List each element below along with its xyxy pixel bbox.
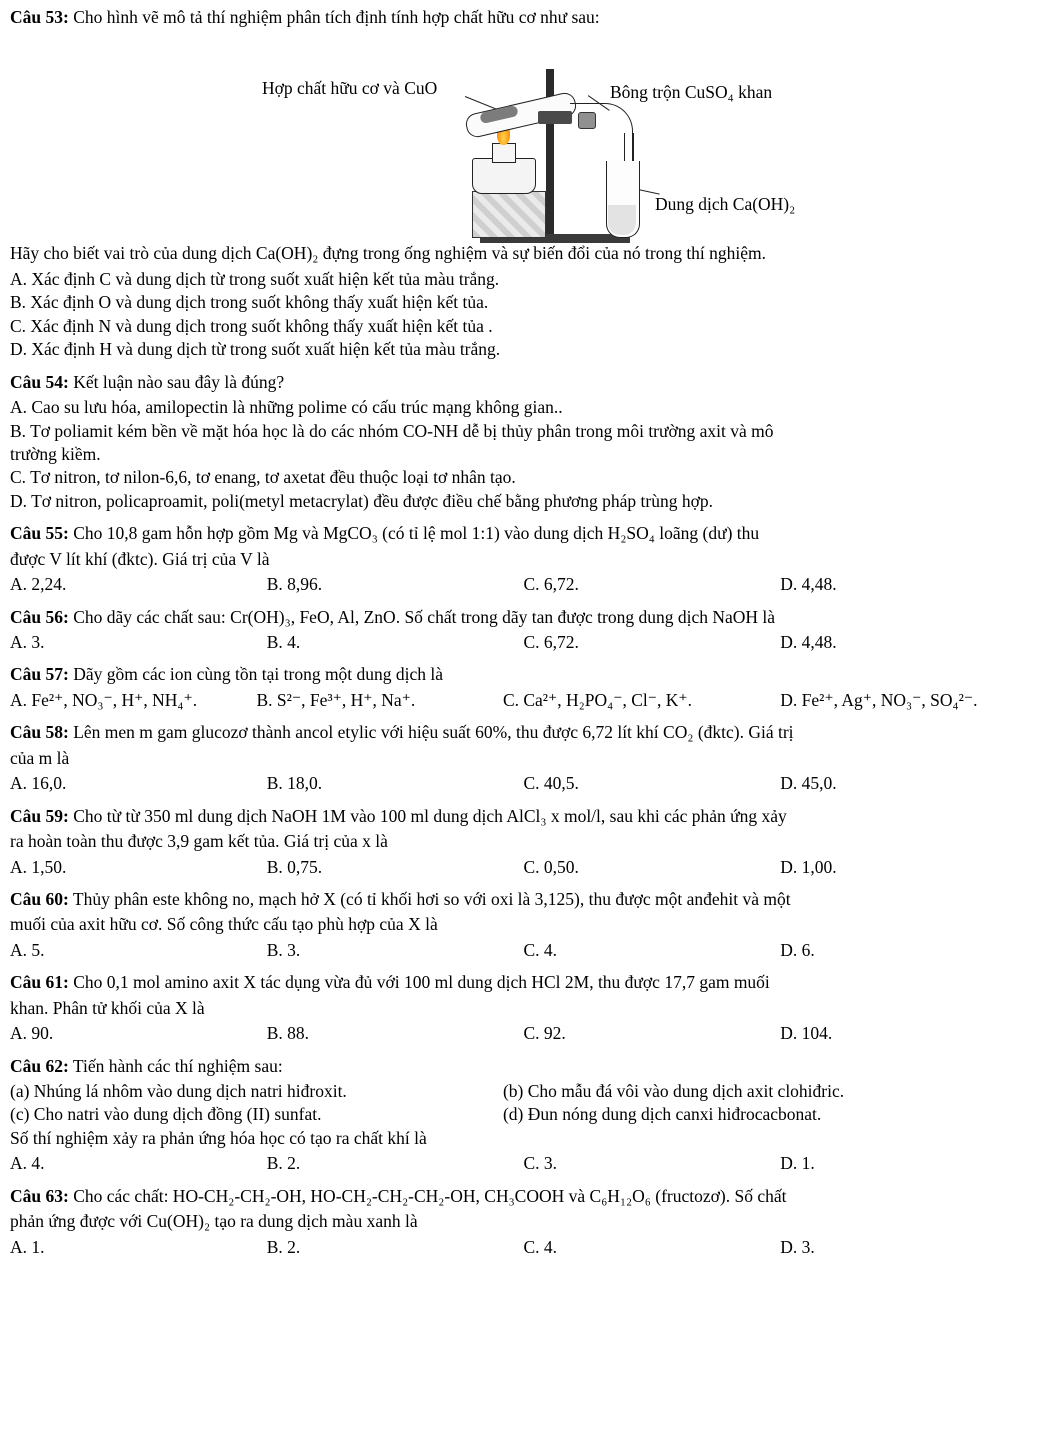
alcohol-burner bbox=[472, 158, 536, 194]
question-54-label: Câu 54: bbox=[10, 371, 69, 392]
question-58-label: Câu 58: bbox=[10, 722, 69, 743]
sub-item-a: (a) Nhúng lá nhôm vào dung dịch natri hiđroxit. bbox=[10, 1081, 347, 1101]
question-62-stem-text: Tiến hành các thí nghiệm sau: bbox=[72, 1055, 283, 1076]
option-a[interactable]: A. 90. bbox=[10, 1023, 54, 1044]
question-62-options bbox=[10, 1152, 1037, 1175]
question-62-stem-end: Số thí nghiệm xảy ra phản ứng hóa học có tạo ra chất khí là bbox=[10, 1127, 427, 1148]
question-58 bbox=[10, 721, 1037, 795]
question-60-stem-line2: muối của axit hữu cơ. Số công thức cấu tạo phù hợp của X là bbox=[10, 914, 438, 935]
option-b[interactable]: B. 2. bbox=[266, 1153, 301, 1174]
question-56-label: Câu 56: bbox=[10, 606, 69, 627]
question-61 bbox=[10, 971, 1037, 1045]
question-56-stem-text: Cho dãy các chất sau: Cr(OH)₃, FeO, Al, ZnO. Số chất trong dãy tan được trong dung dịch NaOH là bbox=[73, 606, 776, 627]
sub-item-b: (b) Cho mẫu đá vôi vào dung dịch axit clohiđric. bbox=[502, 1081, 845, 1101]
option-a[interactable]: A. 16,0. bbox=[10, 773, 67, 794]
question-59-options bbox=[10, 856, 1037, 879]
question-60-label: Câu 60: bbox=[10, 888, 69, 909]
question-57-stem-text: Dãy gồm các ion cùng tồn tại trong một dung dịch là bbox=[73, 664, 444, 685]
option-d[interactable]: D. 4,48. bbox=[780, 632, 837, 652]
question-57 bbox=[10, 663, 1037, 712]
option-b[interactable]: B. 4. bbox=[266, 632, 301, 652]
test-tube-liquid bbox=[608, 205, 636, 235]
question-62-stem bbox=[10, 1055, 1037, 1078]
question-62 bbox=[10, 1055, 1037, 1176]
option-a[interactable]: A. Cao su lưu hóa, amilopectin là những polime có cấu trúc mạng không gian.. bbox=[10, 397, 563, 418]
figure-label-right: Bông trộn CuSO₄ khan bbox=[610, 82, 773, 103]
option-b[interactable]: B. 3. bbox=[266, 939, 301, 960]
question-63-options bbox=[10, 1236, 1037, 1259]
pointer-line-bottom bbox=[638, 189, 660, 195]
option-d[interactable]: D. Tơ nitron, policaproamit, poli(metyl metacrylat) đều được điều chế bằng phương pháp trùng hợp. bbox=[10, 490, 713, 511]
sub-item-c: (c) Cho natri vào dung dịch đồng (II) sunfat. bbox=[10, 1104, 322, 1125]
question-59-label: Câu 59: bbox=[10, 805, 69, 826]
option-a[interactable]: A. 4. bbox=[10, 1153, 45, 1174]
sub-item-d: (d) Đun nóng dung dịch canxi hiđrocacbonat. bbox=[502, 1104, 822, 1125]
option-a[interactable]: A. 5. bbox=[10, 939, 45, 960]
figure-label-left: Hợp chất hữu cơ và CuO bbox=[262, 78, 438, 99]
question-63-stem bbox=[10, 1185, 1037, 1208]
option-b[interactable]: B. 18,0. bbox=[266, 773, 323, 794]
option-d[interactable]: D. 104. bbox=[780, 1023, 833, 1044]
question-61-stem-line2: khan. Phân tử khối của X là bbox=[10, 997, 205, 1018]
burner-neck bbox=[492, 143, 516, 163]
option-a[interactable]: A. 1. bbox=[10, 1236, 45, 1257]
question-55-stem bbox=[10, 522, 1037, 545]
option-c[interactable]: C. 3. bbox=[523, 1153, 558, 1174]
question-53-stem-text: Cho hình vẽ mô tả thí nghiệm phân tích định tính hợp chất hữu cơ như sau: bbox=[73, 7, 600, 27]
question-55 bbox=[10, 522, 1037, 596]
option-c[interactable]: C. Ca²⁺, H₂PO₄⁻, Cl⁻, K⁺. bbox=[502, 689, 693, 710]
question-54-options bbox=[10, 396, 1037, 513]
option-b[interactable]: B. 0,75. bbox=[266, 856, 323, 877]
option-c[interactable]: C. 6,72. bbox=[523, 574, 579, 595]
option-a[interactable]: A. 2,24. bbox=[10, 574, 67, 595]
option-b[interactable]: B. 88. bbox=[266, 1023, 310, 1044]
question-57-options bbox=[10, 689, 1037, 712]
option-d[interactable]: D. 3. bbox=[780, 1236, 815, 1257]
option-d[interactable]: D. 1. bbox=[780, 1153, 815, 1174]
figure-label-calcium-solution: Dung dịch Ca(OH)₂ bbox=[655, 194, 796, 215]
question-58-options bbox=[10, 772, 1037, 795]
experiment-figure bbox=[10, 33, 1037, 238]
option-d[interactable]: D. 1,00. bbox=[780, 856, 837, 877]
question-58-stem-line1: Lên men m gam glucozơ thành ancol etylic với hiệu suất 60%, thu được 6,72 lít khí CO₂ (đktc). Giá trị bbox=[73, 722, 794, 743]
question-57-stem bbox=[10, 663, 1037, 686]
option-c[interactable]: C. 92. bbox=[523, 1023, 566, 1044]
option-b[interactable]: B. S²⁻, Fe³⁺, H⁺, Na⁺. bbox=[256, 689, 416, 710]
question-63 bbox=[10, 1185, 1037, 1259]
option-b[interactable]: B. 8,96. bbox=[266, 574, 323, 595]
question-63-label: Câu 63: bbox=[10, 1185, 69, 1206]
question-62-label: Câu 62: bbox=[10, 1055, 69, 1076]
question-53 bbox=[10, 6, 1037, 362]
question-55-options bbox=[10, 573, 1037, 596]
question-53-options bbox=[10, 268, 1037, 362]
clamp bbox=[538, 111, 572, 124]
question-63-stem-line1: Cho các chất: HO-CH₂-CH₂-OH, HO-CH₂-CH₂-CH₂-OH, CH₃COOH và C₆H₁₂O₆ (fructozơ). Số chất bbox=[73, 1185, 787, 1206]
option-b-cont: trường kiềm. bbox=[10, 443, 101, 464]
option-a[interactable]: A. Fe²⁺, NO₃⁻, H⁺, NH₄⁺. bbox=[10, 689, 198, 710]
question-58-stem-line2: của m là bbox=[10, 747, 70, 768]
question-54-stem bbox=[10, 371, 1037, 394]
option-d[interactable]: D. Fe²⁺, Ag⁺, NO₃⁻, SO₄²⁻. bbox=[780, 689, 978, 710]
option-d[interactable]: D. 45,0. bbox=[780, 773, 837, 794]
question-59-stem bbox=[10, 805, 1037, 828]
option-a[interactable]: A. 1,50. bbox=[10, 856, 67, 877]
question-56-stem bbox=[10, 606, 1037, 629]
question-61-label: Câu 61: bbox=[10, 972, 69, 993]
option-d[interactable]: D. 4,48. bbox=[780, 574, 837, 595]
question-57-label: Câu 57: bbox=[10, 664, 69, 685]
option-c[interactable]: C. Xác định N và dung dịch trong suốt không thấy xuất hiện kết tủa . bbox=[10, 315, 493, 336]
option-b[interactable]: B. Xác định O và dung dịch trong suốt không thấy xuất hiện kết tủa. bbox=[10, 292, 489, 313]
option-a[interactable]: A. Xác định C và dung dịch từ trong suốt xuất hiện kết tủa màu trắng. bbox=[10, 268, 500, 289]
option-a[interactable]: A. 3. bbox=[10, 632, 45, 652]
question-55-label: Câu 55: bbox=[10, 523, 69, 544]
question-54-stem-text: Kết luận nào sau đây là đúng? bbox=[73, 371, 285, 392]
option-b[interactable]: B. Tơ poliamit kém bền về mặt hóa học là do các nhóm CO-NH dễ bị thủy phân trong môi trường axit và mô bbox=[10, 420, 774, 441]
question-60-options bbox=[10, 939, 1037, 962]
option-c[interactable]: C. Tơ nitron, tơ nilon-6,6, tơ enang, tơ axetat đều thuộc loại tơ nhân tạo. bbox=[10, 467, 516, 488]
question-60-stem-line1: Thủy phân este không no, mạch hở X (có tỉ khối hơi so với oxi là 3,125), thu được một anđehit và một bbox=[72, 888, 791, 909]
question-55-stem-line2: được V lít khí (đktc). Giá trị của V là bbox=[10, 548, 270, 569]
option-d[interactable]: D. 6. bbox=[780, 939, 815, 960]
question-61-stem bbox=[10, 971, 1037, 994]
question-60-stem bbox=[10, 888, 1037, 911]
question-58-stem bbox=[10, 721, 1037, 744]
question-53-stem bbox=[10, 6, 1037, 29]
option-c[interactable]: C. 4. bbox=[523, 939, 558, 960]
question-59 bbox=[10, 805, 1037, 879]
question-53-label: Câu 53: bbox=[10, 7, 69, 27]
option-c[interactable]: C. 4. bbox=[523, 1236, 558, 1257]
option-c[interactable]: C. 40,5. bbox=[523, 773, 579, 794]
question-63-stem-line2: phản ứng được với Cu(OH)₂ tạo ra dung dịch màu xanh là bbox=[10, 1211, 418, 1232]
question-61-options bbox=[10, 1022, 1037, 1045]
question-61-stem-line1: Cho 0,1 mol amino axit X tác dụng vừa đủ với 100 ml dung dịch HCl 2M, thu được 17,7 gam muối bbox=[73, 972, 770, 993]
question-56-options bbox=[10, 631, 1037, 654]
question-62-subitems-row1 bbox=[10, 1080, 1037, 1103]
option-b[interactable]: B. 2. bbox=[266, 1236, 301, 1257]
question-59-stem-line1: Cho từ từ 350 ml dung dịch NaOH 1M vào 100 ml dung dịch AlCl₃ x mol/l, sau khi các phản ứng xảy bbox=[73, 805, 787, 826]
question-53-stem2: Hãy cho biết vai trò của dung dịch Ca(OH)₂ đựng trong ống nghiệm và sự biến đổi của nó trong thí nghiệm. bbox=[10, 243, 767, 264]
question-60 bbox=[10, 888, 1037, 962]
option-c[interactable]: C. 6,72. bbox=[523, 632, 579, 652]
question-54 bbox=[10, 371, 1037, 514]
support-block bbox=[472, 191, 546, 238]
question-55-stem-line1: Cho 10,8 gam hỗn hợp gồm Mg và MgCO₃ (có tỉ lệ mol 1:1) vào dung dịch H₂SO₄ loãng (dư) thu bbox=[73, 523, 760, 544]
question-59-stem-line2: ra hoàn toàn thu được 3,9 gam kết tủa. Giá trị của x là bbox=[10, 831, 388, 852]
question-56 bbox=[10, 606, 1037, 655]
question-62-subitems-row2 bbox=[10, 1103, 1037, 1126]
option-d[interactable]: D. Xác định H và dung dịch từ trong suốt xuất hiện kết tủa màu trắng. bbox=[10, 339, 501, 360]
option-c[interactable]: C. 0,50. bbox=[523, 856, 579, 877]
